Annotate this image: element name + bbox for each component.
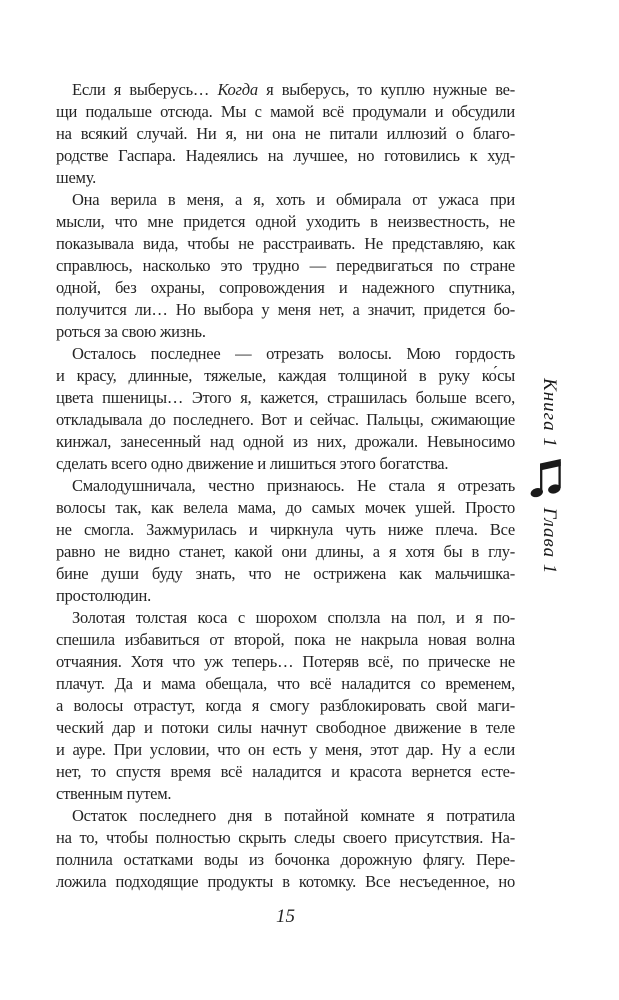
text-line [56, 607, 515, 629]
text-line [56, 233, 515, 255]
text-run: на всякий случай. Ни я, ни она не питали иллюзий о благо- [56, 124, 515, 143]
text-run: щи подальше отсюда. Мы с мамой всё продумали и обсудили [56, 102, 515, 121]
text-run: простолюдин. [56, 586, 151, 605]
text-run: мысли, что мне придется одной уходить в неизвестность, не [56, 212, 515, 231]
text-run: волосы так, как велела мама, до самых мочек ушей. Просто [56, 498, 515, 517]
sidebar-book-label: Книга 1 [539, 378, 560, 448]
text-run: и красу, длинные, тяжелые, каждая толщиной в руку ко́сы [56, 366, 515, 385]
text-run: ложила подходящие продукты в котомку. Все несъеденное, но [56, 872, 515, 891]
beamed-notes-icon [530, 456, 563, 499]
text-line [56, 805, 515, 827]
text-line [56, 783, 515, 805]
text-line [56, 387, 515, 409]
text-line [56, 871, 515, 893]
text-line [56, 365, 515, 387]
text-run: Она верила в меня, а я, хоть и обмирала от ужаса при [72, 190, 515, 209]
text-run: Если я выберусь… [72, 80, 218, 99]
text-line [56, 761, 515, 783]
text-line [56, 255, 515, 277]
text-run: одной, без охраны, сопровождения и надежного спутника, [56, 278, 515, 297]
text-run: отчаяния. Хотя что уж теперь… Потеряв всё, по прическе не [56, 652, 515, 671]
text-line [56, 167, 515, 189]
text-line [56, 717, 515, 739]
text-line [56, 321, 515, 343]
text-run: а волосы отрастут, когда я смогу разблокировать свой маги- [56, 696, 515, 715]
page-number: 15 [276, 906, 295, 927]
paragraph [56, 475, 515, 607]
text-line [56, 695, 515, 717]
text-line [56, 431, 515, 453]
text-run: Золотая толстая коса с шорохом сползла на пол, и я по- [72, 608, 515, 627]
body-text [56, 79, 515, 893]
text-line [56, 497, 515, 519]
paragraph [56, 607, 515, 805]
text-run: откладывала до последнего. Вот и сейчас. Пальцы, сжимающие [56, 410, 515, 429]
text-run: родстве Гаспара. Надеялись на лучшее, но готовились к худ- [56, 146, 515, 165]
text-line [56, 541, 515, 563]
text-line [56, 673, 515, 695]
text-line [56, 409, 515, 431]
text-line [56, 563, 515, 585]
text-run: не смогла. Зажмурилась и чиркнула чуть ниже плеча. Все [56, 520, 515, 539]
text-run: ческий дар и потоки силы начнут свободное движение в теле [56, 718, 515, 737]
text-run: цвета пшеницы… Этого я, кажется, страшилась больше всего, [56, 388, 515, 407]
text-line [56, 277, 515, 299]
paragraph [56, 805, 515, 893]
text-run: я выберусь, то куплю нужные ве- [257, 80, 515, 99]
text-line [56, 629, 515, 651]
text-run: бине души буду знать, что не острижена как мальчишка- [56, 564, 515, 583]
text-run: и ауре. При условии, что он есть у меня, этот дар. Ну а если [56, 740, 515, 759]
text-run: сделать всего одно движение и лишиться этого богатства. [56, 454, 449, 473]
text-run: на то, чтобы полностью скрыть следы своего присутствия. На- [56, 828, 515, 847]
text-run: Осталось последнее — отрезать волосы. Мою гордость [72, 344, 515, 363]
text-run: шему. [56, 168, 96, 187]
text-run: Остаток последнего дня в потайной комнате я потратила [72, 806, 515, 825]
text-line [56, 519, 515, 541]
text-line [56, 453, 515, 475]
text-line [56, 585, 515, 607]
paragraph [56, 343, 515, 475]
sidebar-chapter-label: Глава 1 [539, 507, 560, 575]
text-line [56, 739, 515, 761]
text-line [56, 101, 515, 123]
text-run: равно не видно станет, какой они длины, а я хотя бы в глу- [56, 542, 515, 561]
text-run: Смалодушничала, честно признаюсь. Не стала я отрезать [72, 476, 515, 495]
text-line [56, 475, 515, 497]
text-run: получится ли… Но выбора у меня нет, а значит, придется бо- [56, 300, 515, 319]
text-line [56, 189, 515, 211]
text-line [56, 343, 515, 365]
text-line [56, 211, 515, 233]
text-line [56, 849, 515, 871]
text-run: плачут. Да и мама обещала, что всё наладится со временем, [56, 674, 515, 693]
text-run: полнила остатками воды из бочонка дорожную флягу. Пере- [56, 850, 515, 869]
text-run: нет, то спустя время всё наладится и красота вернется есте- [56, 762, 515, 781]
text-run: ственным путем. [56, 784, 172, 803]
text-line [56, 79, 515, 101]
text-line [56, 145, 515, 167]
italic-text-run: Когда [217, 80, 258, 99]
text-line [56, 827, 515, 849]
text-line [56, 299, 515, 321]
text-run: справлюсь, насколько это трудно — передвигаться по стране [56, 256, 515, 275]
text-run: роться за свою жизнь. [56, 322, 206, 341]
paragraph [56, 189, 515, 343]
text-line [56, 123, 515, 145]
text-line [56, 651, 515, 673]
text-run: показывала вида, чтобы не расстраивать. Не представляю, как [56, 234, 515, 253]
text-run: кинжал, занесенный над одной из них, дрожали. Невыносимо [56, 432, 515, 451]
paragraph [56, 79, 515, 189]
text-run: спешила избавиться от второй, пока не накрыла новая волна [56, 630, 515, 649]
